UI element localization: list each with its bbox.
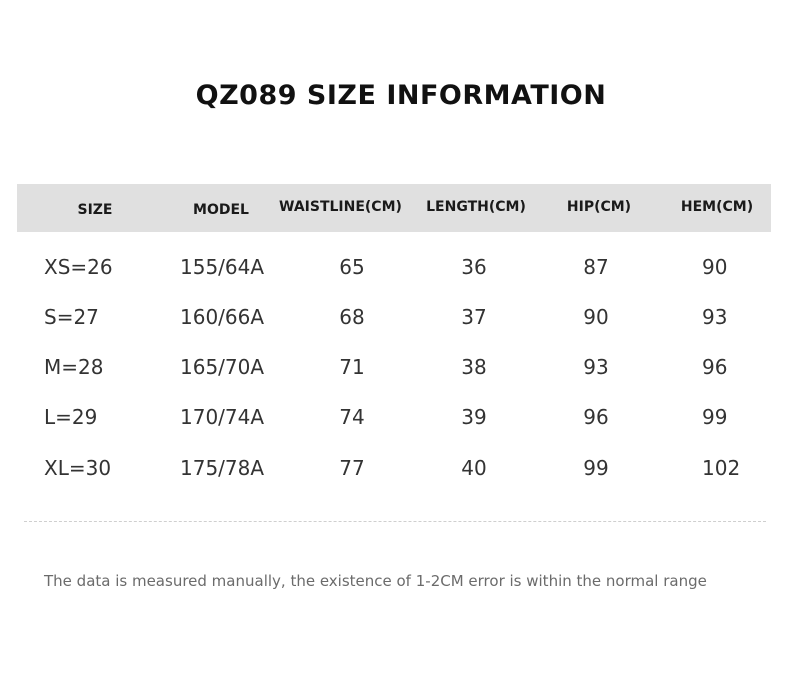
header-hem: HEM(CM) [680,199,754,215]
cell-hip: 96 [583,405,609,429]
table-header [17,184,771,232]
cell-length: 39 [461,405,487,429]
cell-size: XL=30 [44,456,112,480]
cell-model: 165/70A [180,355,265,379]
header-size: SIZE [77,202,113,218]
cell-hem: 90 [702,255,728,279]
cell-hip: 93 [583,355,609,379]
cell-model: 155/64A [180,255,265,279]
cell-size: XS=26 [44,255,113,279]
table-row [0,402,790,432]
cell-length: 36 [461,255,487,279]
cell-size: M=28 [44,355,104,379]
cell-hem: 93 [702,305,728,329]
dashed-divider [24,521,766,522]
cell-length: 40 [461,456,487,480]
cell-length: 37 [461,305,487,329]
cell-hem: 102 [702,456,741,480]
table-row [0,352,790,382]
table-row [0,453,790,483]
cell-waistline: 65 [339,255,365,279]
table-row [0,302,790,332]
cell-hem: 96 [702,355,728,379]
cell-model: 170/74A [180,405,265,429]
cell-size: L=29 [44,405,98,429]
cell-waistline: 71 [339,355,365,379]
table-row [0,252,790,282]
header-waistline: WAISTLINE(CM) [279,199,402,215]
cell-waistline: 68 [339,305,365,329]
cell-model: 160/66A [180,305,265,329]
cell-waistline: 77 [339,456,365,480]
header-model: MODEL [193,202,249,218]
cell-hem: 99 [702,405,728,429]
header-length: LENGTH(CM) [426,199,526,215]
cell-model: 175/78A [180,456,265,480]
cell-hip: 99 [583,456,609,480]
page-title: QZ089 SIZE INFORMATION [195,80,607,111]
measurement-note: The data is measured manually, the existence of 1-2CM error is within the normal range [44,572,707,590]
header-hip: HIP(CM) [566,199,632,215]
cell-length: 38 [461,355,487,379]
cell-size: S=27 [44,305,99,329]
cell-hip: 90 [583,305,609,329]
cell-hip: 87 [583,255,609,279]
cell-waistline: 74 [339,405,365,429]
